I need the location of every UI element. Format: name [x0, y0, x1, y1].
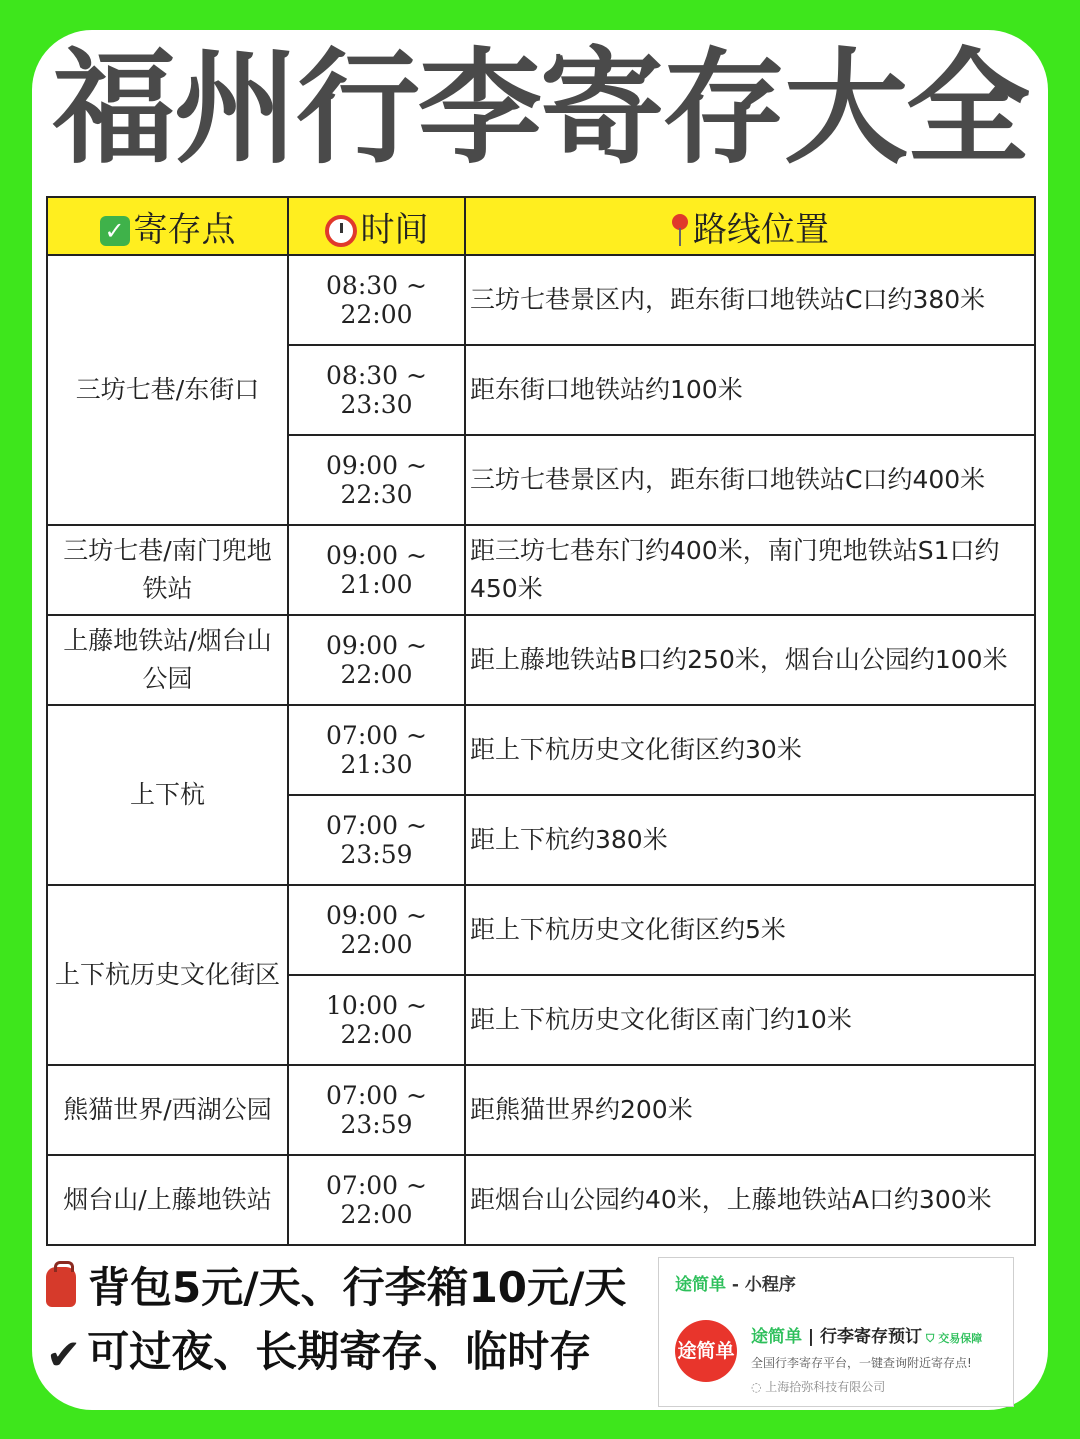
- shield-icon: ⛉: [926, 1332, 935, 1345]
- location-cell: 上下杭: [47, 705, 288, 885]
- header-route: [465, 197, 1035, 255]
- location-cell: 熊猫世界/西湖公园: [47, 1065, 288, 1155]
- mini-program-header: [675, 1270, 796, 1295]
- table-row: [47, 885, 1035, 975]
- header-location-label: 寄存点: [133, 209, 236, 250]
- header-route-label: 路线位置: [693, 209, 829, 250]
- checkmark-icon: ✔: [46, 1329, 82, 1379]
- route-cell: 距东街口地铁站约100米: [465, 345, 1035, 435]
- mini-program-header-suffix: - 小程序: [726, 1275, 796, 1295]
- mini-program-header-name: 途简单: [675, 1275, 726, 1295]
- time-cell: 09:00 ~ 22:00: [288, 885, 465, 975]
- page-title: 福州行李寄存大全: [51, 37, 1028, 181]
- mini-program-name-suffix: | 行李寄存预订: [802, 1327, 923, 1347]
- time-cell: 08:30 ~ 23:30: [288, 345, 465, 435]
- table-row: [47, 615, 1035, 705]
- route-cell: 距上藤地铁站B口约250米，烟台山公园约100米: [465, 615, 1035, 705]
- time-cell: 07:00 ~ 23:59: [288, 795, 465, 885]
- location-cell: 烟台山/上藤地铁站: [47, 1155, 288, 1245]
- features-text: 可过夜、长期寄存、临时存: [87, 1327, 592, 1376]
- route-cell: 三坊七巷景区内，距东街口地铁站C口约380米: [465, 255, 1035, 345]
- backpack-icon: [46, 1267, 76, 1307]
- trust-badge: 交易保障: [938, 1332, 983, 1345]
- time-cell: 10:00 ~ 22:00: [288, 975, 465, 1065]
- location-cell: 三坊七巷/东街口: [47, 255, 288, 525]
- time-cell: 07:00 ~ 21:30: [288, 705, 465, 795]
- table-row: [47, 1065, 1035, 1155]
- pin-icon: [671, 214, 689, 248]
- mini-program-company: [751, 1378, 885, 1395]
- location-cell: 三坊七巷/南门兜地铁站: [47, 525, 288, 615]
- route-cell: 距上下杭约380米: [465, 795, 1035, 885]
- route-cell: 距三坊七巷东门约400米，南门兜地铁站S1口约450米: [465, 525, 1035, 615]
- mini-program-name-brand: 途简单: [751, 1327, 802, 1347]
- time-cell: 09:00 ~ 22:30: [288, 435, 465, 525]
- mini-program-company-name: 上海拾弥科技有限公司: [765, 1380, 886, 1394]
- pricing-line: [46, 1258, 626, 1318]
- time-cell: 07:00 ~ 22:00: [288, 1155, 465, 1245]
- route-cell: 距烟台山公园约40米，上藤地铁站A口约300米: [465, 1155, 1035, 1245]
- pricing-text: 背包5元/天、行李箱10元/天: [88, 1263, 627, 1312]
- route-cell: 距上下杭历史文化街区约30米: [465, 705, 1035, 795]
- mini-program-logo: 途简单: [675, 1320, 737, 1382]
- storage-table: [46, 196, 1036, 1246]
- table-header-row: [47, 197, 1035, 255]
- route-cell: 距上下杭历史文化街区约5米: [465, 885, 1035, 975]
- table-row: [47, 705, 1035, 795]
- check-icon: ✓: [100, 216, 130, 246]
- route-cell: 距熊猫世界约200米: [465, 1065, 1035, 1155]
- table-row: [47, 255, 1035, 345]
- time-cell: 09:00 ~ 21:00: [288, 525, 465, 615]
- features-line: [46, 1322, 591, 1382]
- mini-program-card[interactable]: [658, 1257, 1014, 1407]
- route-cell: 三坊七巷景区内，距东街口地铁站C口约400米: [465, 435, 1035, 525]
- table-row: [47, 525, 1035, 615]
- alarm-clock-icon: [325, 215, 357, 247]
- mini-program-name: [751, 1322, 982, 1347]
- verified-icon: ◌: [751, 1380, 766, 1394]
- header-time: [288, 197, 465, 255]
- time-cell: 07:00 ~ 23:59: [288, 1065, 465, 1155]
- location-cell: 上藤地铁站/烟台山公园: [47, 615, 288, 705]
- route-cell: 距上下杭历史文化街区南门约10米: [465, 975, 1035, 1065]
- location-cell: 上下杭历史文化街区: [47, 885, 288, 1065]
- table-row: [47, 1155, 1035, 1245]
- time-cell: 08:30 ~ 22:00: [288, 255, 465, 345]
- mini-program-description: 全国行李寄存平台，一键查询附近寄存点!: [751, 1356, 972, 1370]
- time-cell: 09:00 ~ 22:00: [288, 615, 465, 705]
- header-location: [47, 197, 288, 255]
- header-time-label: 时间: [360, 209, 429, 250]
